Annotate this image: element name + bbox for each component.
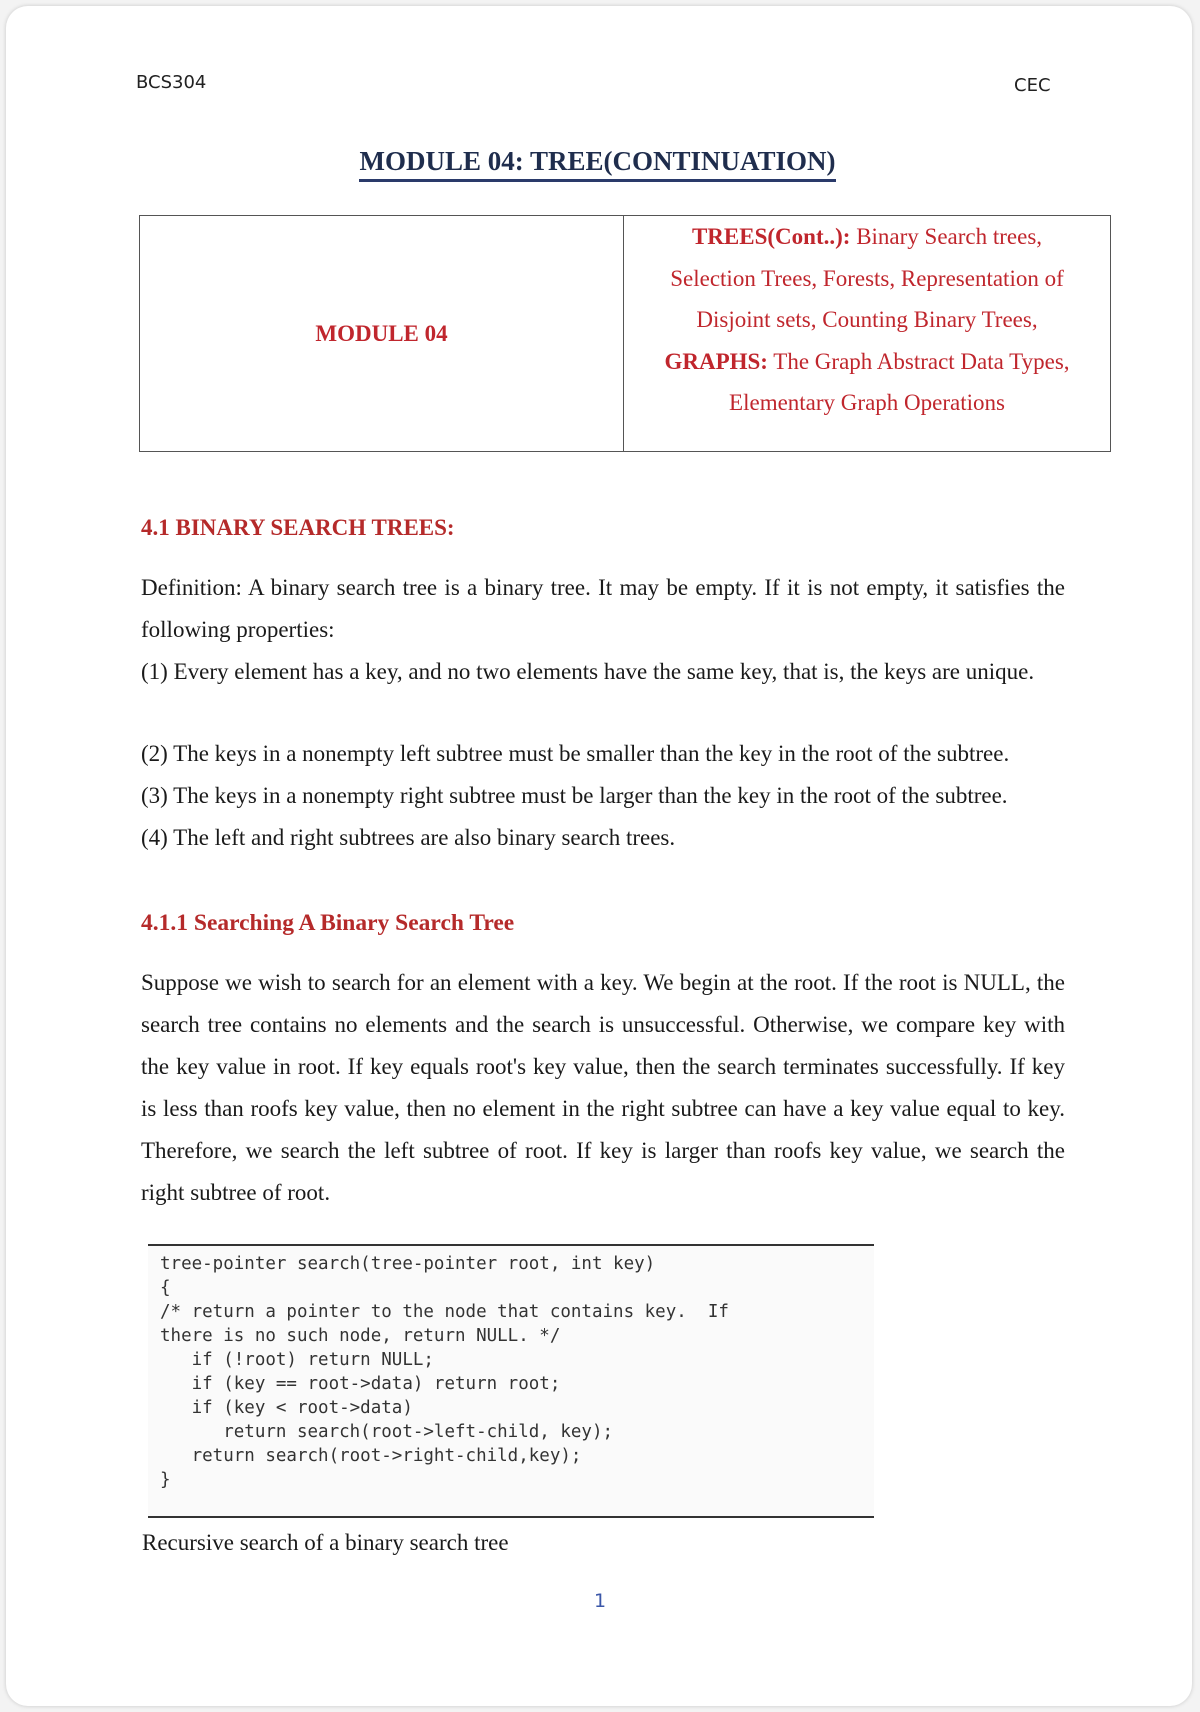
- code-line: return search(root->left-child, key);: [160, 1422, 614, 1442]
- header-course-code: BCS304: [136, 72, 207, 93]
- page-title-text: MODULE 04: TREE(CONTINUATION): [359, 146, 835, 182]
- topics-line-5: Elementary Graph Operations: [729, 390, 1005, 415]
- module-table: [139, 215, 1111, 452]
- search-description: Suppose we wish to search for an element with a key. We begin at the root. If the root is NULL, the search tree contains no elements and the search is unsuccessful. Otherwise, we compare key with the key value in root. If key equals root's key value, then the search terminates successfully. If key is less than roofs key value, then no element in the right subtree can have a key value equal to key. Therefore, we search the left subtree of root. If key is larger than roofs key value, we search the right subtree of root.: [141, 970, 1065, 1205]
- topics-line-2: Selection Trees, Forests, Representation of: [670, 265, 1064, 291]
- code-line: {: [160, 1278, 171, 1298]
- bst-property-2: (2) The keys in a nonempty left subtree must be smaller than the key in the root of the subtree.: [141, 741, 1010, 766]
- code-line: if (key == root->data) return root;: [160, 1374, 561, 1394]
- code-line: if (key < root->data): [160, 1398, 413, 1418]
- code-line: there is no such node, return NULL. */: [160, 1326, 561, 1346]
- page-title: [0, 146, 1200, 182]
- code-listing: [160, 1252, 729, 1492]
- topics-line-1-text: Binary Search trees,: [850, 224, 1043, 249]
- code-caption: Recursive search of a binary search tree: [142, 1530, 509, 1555]
- module-table-label: MODULE 04: [140, 216, 624, 451]
- topics-line-1: [624, 216, 1110, 258]
- topics-trees-label: TREES(Cont..):: [691, 224, 851, 249]
- code-line: if (!root) return NULL;: [160, 1350, 434, 1370]
- bst-property-1: (1) Every element has a key, and no two elements have the same key, that is, the keys are unique.: [141, 659, 1035, 684]
- header-institution: CEC: [1014, 75, 1051, 96]
- bst-property-4: (4) The left and right subtrees are also binary search trees.: [141, 825, 676, 850]
- topics-graphs-label: GRAPHS:: [664, 348, 768, 374]
- page-number: 1: [593, 1590, 607, 1612]
- section-heading-4-1: 4.1 BINARY SEARCH TREES:: [141, 515, 455, 540]
- module-table-topics: [624, 216, 1110, 451]
- section-heading-4-1-1: 4.1.1 Searching A Binary Search Tree: [141, 910, 515, 936]
- topics-line-3: Disjoint sets, Counting Binary Trees,: [696, 307, 1038, 332]
- code-line: return search(root->right-child,key);: [160, 1446, 582, 1466]
- bst-property-3: (3) The keys in a nonempty right subtree must be larger than the key in the root of the subtree.: [141, 783, 1008, 808]
- code-line: }: [160, 1470, 171, 1490]
- topics-line-4-text: The Graph Abstract Data Types,: [767, 348, 1070, 374]
- bst-definition: Definition: A binary search tree is a binary tree. It may be empty. If it is not empty, it satisfies the following properties:: [141, 575, 1065, 642]
- code-line: /* return a pointer to the node that contains key. If: [160, 1302, 729, 1322]
- topics-line-4: [624, 341, 1110, 383]
- code-line: tree-pointer search(tree-pointer root, int key): [160, 1254, 656, 1274]
